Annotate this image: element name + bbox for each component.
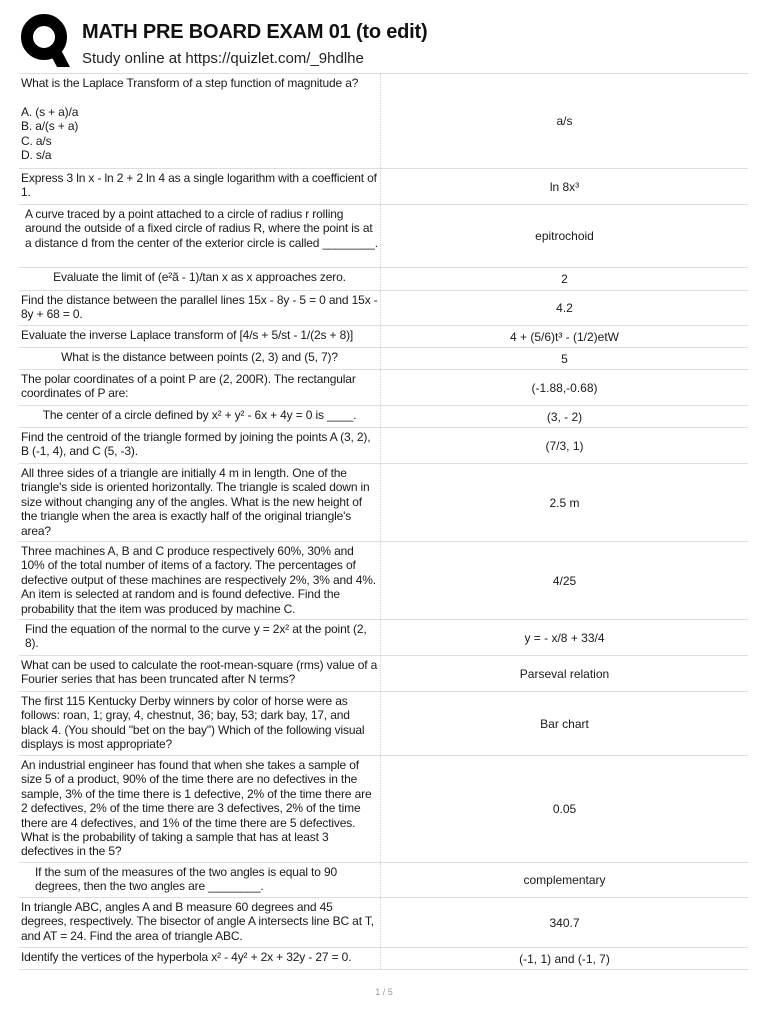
table-row bbox=[19, 863, 748, 898]
question-text: Find the centroid of the triangle formed by joining the points A (3, 2), B (-1, 4), and C (5, -3). bbox=[21, 430, 371, 459]
question-text: The polar coordinates of a point P are (2, 200R). The rectangular coordinates of P are: bbox=[21, 372, 356, 401]
table-row bbox=[19, 74, 748, 169]
question-text: Express 3 ln x - ln 2 + 2 ln 4 as a single logarithm with a coefficient of 1. bbox=[21, 171, 377, 200]
answer-text: 5 bbox=[561, 351, 568, 366]
answer-text: y = - x/8 + 33/4 bbox=[524, 630, 605, 645]
header bbox=[0, 0, 768, 74]
table-row bbox=[19, 620, 748, 656]
table-row bbox=[19, 268, 748, 291]
question-text: Evaluate the inverse Laplace transform of [4/s + 5/st - 1/(2s + 8)] bbox=[21, 328, 354, 342]
table-row bbox=[19, 948, 748, 970]
table-row bbox=[19, 348, 748, 370]
table-row bbox=[19, 464, 748, 542]
question-text: Identify the vertices of the hyperbola x² - 4y² + 2x + 32y - 27 = 0. bbox=[21, 950, 352, 964]
question-text: The center of a circle defined by x² + y² - 6x + 4y = 0 is ____. bbox=[42, 408, 357, 422]
question-text: Evaluate the limit of (e²ã - 1)/tan x as x approaches zero. bbox=[53, 270, 346, 284]
answer-text: 4 + (5/6)t³ - (1/2)etW bbox=[509, 329, 620, 344]
question-text: What is the Laplace Transform of a step function of magnitude a? A. (s + a)/a B. a/(s + a) C. a/s D. s/a bbox=[21, 76, 359, 163]
answer-text: 4/25 bbox=[552, 573, 577, 588]
table-row bbox=[19, 428, 748, 464]
answer-text: complementary bbox=[523, 873, 606, 887]
answer-text: Parseval relation bbox=[519, 666, 610, 681]
table-row bbox=[19, 656, 748, 692]
answer-text: 2.5 m bbox=[549, 495, 580, 510]
question-text: If the sum of the measures of the two angles is equal to 90 degrees, then the two angles are ________. bbox=[35, 865, 337, 894]
answer-text: (7/3, 1) bbox=[545, 438, 584, 453]
table-row bbox=[19, 406, 748, 428]
question-text: Find the distance between the parallel lines 15x - 8y - 5 = 0 and 15x - 8y + 68 = 0. bbox=[21, 293, 378, 322]
qa-table bbox=[19, 73, 748, 970]
table-row bbox=[19, 370, 748, 406]
answer-text: ln 8x³ bbox=[549, 179, 580, 194]
question-text: An industrial engineer has found that when she takes a sample of size 5 of a product, 90% of the time there are no defectives in the sample, 3% of the time there is 1 defective, 2% of the time there are 2 defectives, 2% of the time there are 3 defectives, 2% of the time there are 4 defectives, and 1% of the time there are 5 defectives. What is the probability of taking a sample that has at least 3 defectives in the 5? bbox=[21, 758, 372, 859]
document-title: MATH PRE BOARD EXAM 01 (to edit) bbox=[82, 21, 428, 43]
quizlet-logo-icon bbox=[20, 12, 70, 74]
answer-text: 340.7 bbox=[549, 915, 580, 930]
question-text: A curve traced by a point attached to a circle of radius r rolling around the outside of a fixed circle of radius R, where the point is at a distance d from the center of the exterior circle is called ________. bbox=[25, 207, 378, 250]
answer-text: Bar chart bbox=[540, 716, 589, 731]
table-row bbox=[19, 291, 748, 326]
question-text: Three machines A, B and C produce respectively 60%, 30% and 10% of the total number of items of a factory. The percentages of defective output of these machines are respectively 2%, 3% and 4%. An item is selected at random and is found defective. Find the probability that the item was produced by machine C. bbox=[21, 544, 376, 616]
table-row bbox=[19, 205, 748, 268]
table-row bbox=[19, 692, 748, 756]
table-row bbox=[19, 542, 748, 620]
answer-text: (-1.88,-0.68) bbox=[531, 380, 598, 395]
answer-text: (-1, 1) and (-1, 7) bbox=[519, 951, 610, 966]
question-text: What can be used to calculate the root-mean-square (rms) value of a Fourier series that has been truncated after N terms? bbox=[21, 658, 378, 687]
table-row bbox=[19, 326, 748, 348]
question-text: All three sides of a triangle are initially 4 m in length. One of the triangle's side is oriented horizontally. The triangle is scaled down in size without changing any of the angles. What is the new height of the triangle when the area is exactly half of the original triangle's area? bbox=[21, 466, 370, 538]
answer-text: epitrochoid bbox=[535, 229, 594, 243]
table-row bbox=[19, 169, 748, 205]
answer-text: a/s bbox=[556, 114, 573, 128]
question-text: What is the distance between points (2, 3) and (5, 7)? bbox=[61, 350, 338, 364]
answer-text: 4.2 bbox=[556, 301, 573, 315]
question-text: In triangle ABC, angles A and B measure 60 degrees and 45 degrees, respectively. The bisector of angle A intersects line BC at T, and AT = 24. Find the area of triangle ABC. bbox=[21, 900, 374, 943]
answer-text: 0.05 bbox=[552, 802, 577, 816]
question-text: The first 115 Kentucky Derby winners by color of horse were as follows: roan, 1; gray, 4, chestnut, 36; bay, 53; dark bay, 17, and black 4. (You should "bet on the bay") Which of the following visual displays is most appropriate? bbox=[21, 694, 365, 752]
answer-text: (3, - 2) bbox=[546, 409, 583, 424]
question-text: Find the equation of the normal to the curve y = 2x² at the point (2, 8). bbox=[25, 622, 367, 651]
study-link[interactable]: Study online at https://quizlet.com/_9hdlhe bbox=[82, 50, 364, 67]
answer-text: 2 bbox=[561, 272, 568, 286]
table-row bbox=[19, 898, 748, 948]
page-number: 1 / 5 bbox=[375, 987, 393, 997]
table-row bbox=[19, 756, 748, 863]
